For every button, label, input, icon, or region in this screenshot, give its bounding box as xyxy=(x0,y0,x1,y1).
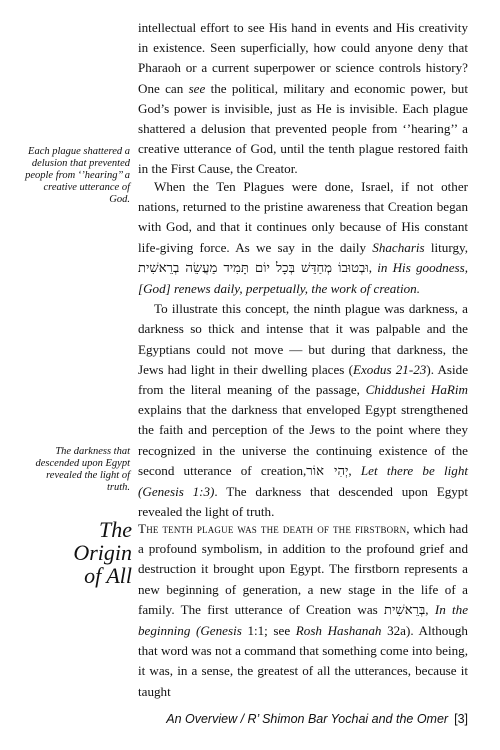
lead-in: The tenth plague was the death of the firstborn, xyxy=(138,521,410,536)
hebrew-text: בְּרֵאשִׁית xyxy=(384,602,426,618)
citation: Exodus 21-23 xyxy=(353,361,427,377)
heading-line: Origin xyxy=(73,540,132,565)
translation: In the beginning (Genesis xyxy=(138,601,469,639)
text: explains that the darkness that enveloped Egypt strengthened the faith and perception of the Jews to the point where they recognized in the universe the continuing existence of the second utterance of creation, xyxy=(138,402,468,478)
text: . The darkness that descended upon Egypt revealed the light of truth. xyxy=(138,484,468,520)
page-footer xyxy=(138,712,468,726)
emphasis: see xyxy=(188,80,206,96)
emphasis: Shacharis xyxy=(372,239,425,255)
translation: Let there be light (Genesis 1:3) xyxy=(138,462,468,500)
translation: in His goodness, [God] renews daily, perpetually, the work of creation. xyxy=(138,259,469,297)
text: ). Aside from the literal meaning of the passage, xyxy=(138,361,469,398)
text: which had a profound symbolism, in addition to the profound grief and destruction it brought upon Egypt. The firstborn represents a new beginning of generation, a new stage in the life of a family. The first utterance of Creation was xyxy=(138,521,468,617)
text: , xyxy=(348,462,361,478)
text: liturgy, xyxy=(424,239,468,255)
paragraph-tenth-plague xyxy=(138,519,468,702)
text: When the Ten Plagues were done, Israel, if not other nations, returned to the pristine awareness that Creation began with God, and that it continues only because of His constant life-giving force. As we say in the daily xyxy=(138,179,468,255)
heading-line: of All xyxy=(84,563,132,588)
paragraph-ten-plagues xyxy=(138,177,468,522)
paragraph-intro xyxy=(138,18,468,180)
text: intellectual effort to see His hand in events and His creativity in existence. Seen superficially, how could anyone deny that Pharaoh or a current superpower or science controls history? One can xyxy=(138,20,468,96)
page-number: [3] xyxy=(454,712,468,726)
citation: Rosh Hashanah xyxy=(295,623,382,639)
emphasis: Chiddushei HaRim xyxy=(365,382,468,398)
margin-note-darkness: The darkness that descended upon Egypt revealed the light of truth. xyxy=(35,446,130,493)
text: , xyxy=(368,259,378,275)
text: , xyxy=(425,601,435,617)
text: To illustrate this concept, the ninth plague was darkness, a darkness so thick and intense that it was palpable and the Egyptians could not move — but during that darkness, the Jews had light in their dwelling places ( xyxy=(138,301,468,377)
heading-line: The xyxy=(99,517,132,542)
section-heading xyxy=(22,518,132,587)
running-title: An Overview / R’ Shimon Bar Yochai and the Omer xyxy=(166,712,449,726)
text: the political, military and economic power, but God’s power is invisible, just as He is invisible. Each plague shattered a delusion that prevented people from ‘’hearing’’ a creative utterance of God, until the tenth plague restored faith in the First Cause, the Creator. xyxy=(138,80,468,177)
text: 1:1; see xyxy=(241,623,296,639)
margin-note-plagues: Each plague shattered a delusion that prevented people from ‘’hearing’’ a creative utterance of God. xyxy=(25,146,130,205)
hebrew-text: יְהִי אוֹר xyxy=(306,463,349,479)
text: 32a). Although that word was not a command that something come into being, it was, in a sense, the greatest of all the utterances, because it taught xyxy=(138,623,468,699)
hebrew-text: וּבְטוּבוֹ מְחַדֵּשׁ בְּכָל יוֹם תָּמִיד מַעֲשֵׂה בְרֵאשִׁית xyxy=(138,260,369,276)
